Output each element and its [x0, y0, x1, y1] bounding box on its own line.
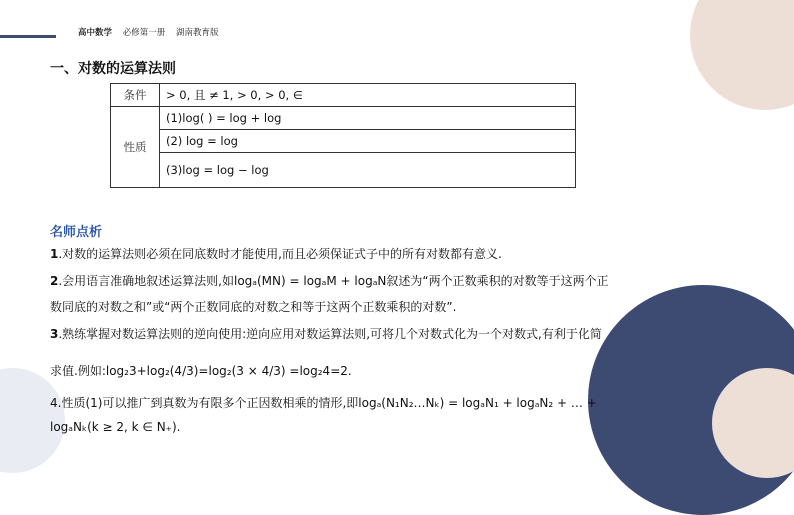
section-title: 一、对数的运算法则	[50, 61, 176, 77]
table-row	[111, 107, 576, 130]
note-number: 1	[50, 247, 59, 261]
property-3: (3)log = log − log	[160, 153, 576, 188]
header-accent-line	[0, 35, 56, 38]
notes-title: 名师点析	[50, 225, 103, 240]
note-text: .熟练掌握对数运算法则的逆向使用:逆向应用对数运算法则,可将几个对数式化为一个对数式,有利于化简	[58, 327, 602, 341]
header-volume: 必修第一册	[122, 28, 166, 38]
page-header	[78, 26, 226, 38]
note-text: .会用语言准确地叙述运算法则,如log	[58, 274, 253, 288]
table-row	[111, 130, 576, 153]
table-row	[111, 84, 576, 107]
rules-table	[110, 83, 576, 188]
header-course: 高中数学	[78, 28, 113, 38]
note-2	[50, 272, 609, 289]
note-4-cont: logₐNₖ(k ≥ 2, k ∈ N₊).	[50, 420, 181, 434]
header-publisher: 湖南教育版	[175, 28, 219, 38]
note-number: 3	[50, 327, 59, 341]
property-2: (2) log = log	[160, 130, 576, 153]
condition-label: 条件	[111, 84, 160, 107]
note-2-cont: 数同底的对数之和”或“两个正数同底的对数之和等于这两个正数乘积的对数”.	[50, 300, 457, 314]
note-4	[50, 394, 597, 411]
note-formula: ₐ(MN) = logₐM + logₐN叙述为“两个正数乘积的对数等于这两个正	[252, 274, 609, 288]
note-number: 2	[50, 274, 59, 288]
note-formula: ₐ(N₁N₂…Nₖ) = logₐN₁ + logₐN₂ + … +	[376, 396, 597, 410]
condition-value: > 0, 且 ≠ 1, > 0, > 0, ∈	[160, 84, 576, 107]
decor-circle-top-right	[690, 0, 794, 110]
table-row	[111, 153, 576, 188]
property-label: 性质	[111, 107, 160, 188]
note-3-cont: 求值.例如:log₂3+log₂(4/3)=log₂(3 × 4/3) =log₂4=2.	[50, 364, 352, 378]
note-text: 4.性质(1)可以推广到真数为有限多个正因数相乘的情形,即log	[50, 396, 377, 410]
note-1	[50, 245, 502, 262]
note-3	[50, 325, 602, 342]
note-text: .对数的运算法则必须在同底数时才能使用,而且必须保证式子中的所有对数都有意义.	[58, 247, 502, 261]
property-1: (1)log( ) = log + log	[160, 107, 576, 130]
